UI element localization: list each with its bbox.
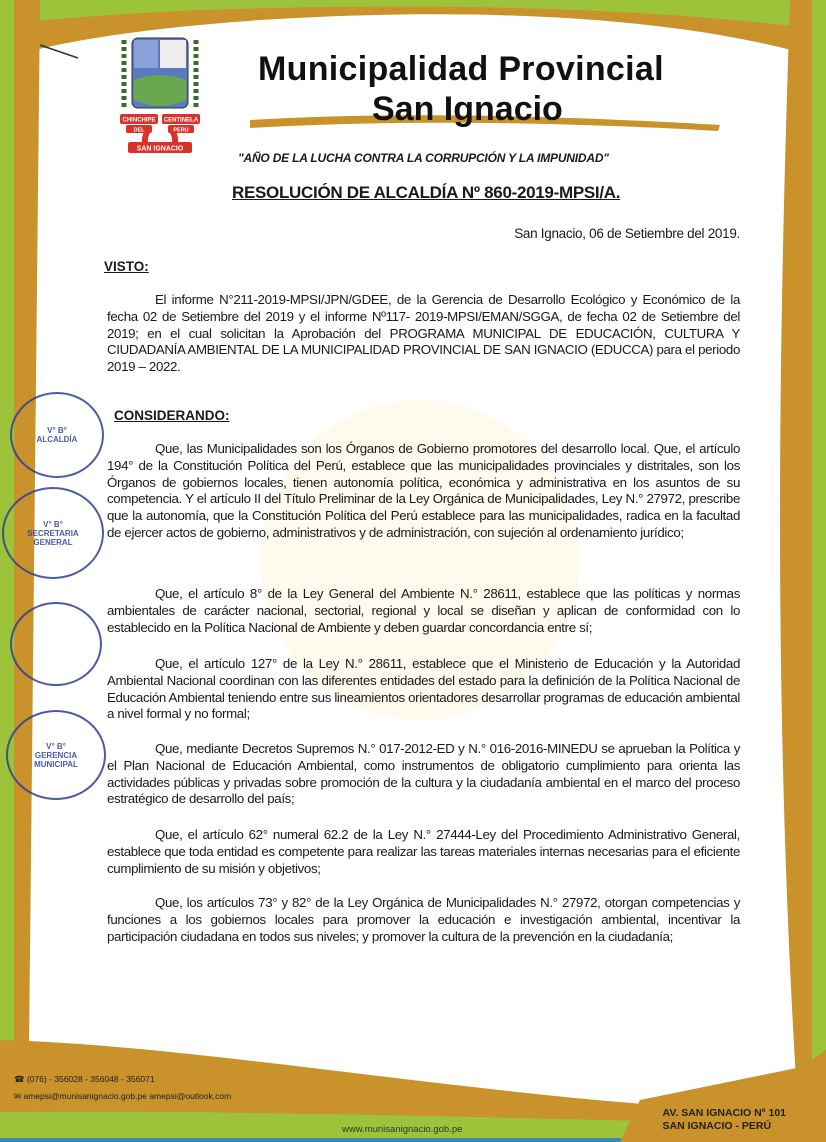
considerando-paragraph: Que, mediante Decretos Supremos N.° 017-2012-ED y N.° 016-2016-MINEDU se aprueban la Política y el Plan Nacional de Educación Ambiental, como instrumentos de obligatorio cumplimiento para orienta las actividades públicas y privadas sobre promoción de la cultura y la ciudadanía ambiental en el marco del proceso estratégico de desarrollo del país;	[107, 741, 740, 807]
year-motto: "AÑO DE LA LUCHA CONTRA LA CORRUPCIÓN Y LA IMPUNIDAD"	[238, 151, 609, 165]
footer-phone	[14, 1074, 155, 1085]
stamp-provincial	[10, 602, 102, 686]
header-title-line2: San Ignacio	[372, 90, 563, 128]
considerando-paragraph: Que, el artículo 127° de la Ley N.° 28611, establece que el Ministerio de Educación y la Autoridad Ambiental Nacional coordinan con las diferentes entidades del estado para la definición de la Política Nacional de Educación Ambiental teniendo entre sus lineamientos orientadores desarrollar programas de educación ambiental a nivel formal y no formal;	[107, 656, 741, 722]
address-line2: SAN IGNACIO - PERÚ	[662, 1120, 772, 1132]
considerando-paragraph: Que, el artículo 62° numeral 62.2 de la Ley N.° 27444-Ley del Procedimiento Administrativo General, establece que toda entidad es competente para realizar las tareas materiales internas necesarias para el eficiente cumplimiento de su misión y objetivos;	[107, 827, 740, 876]
footer-website: www.munisanignacio.gob.pe	[342, 1124, 463, 1135]
document-date: San Ignacio, 06 de Setiembre del 2019.	[514, 226, 740, 241]
considerando-heading: CONSIDERANDO:	[114, 408, 230, 423]
footer-address	[663, 1107, 786, 1133]
envelope-icon: ✉	[14, 1091, 22, 1101]
header-title-line1: Municipalidad Provincial	[258, 50, 664, 88]
considerando-paragraph: Que, los artículos 73° y 82° de la Ley Orgánica de Municipalidades N.° 27972, otorgan competencias y funciones a los gobiernos locales para promover la educación e investigación ambiental, incentivar la participación ciudadana en todos sus niveles; y promover la cultura de la prevención en la ciudadanía;	[107, 895, 740, 944]
crest-text-peru: PERU	[173, 127, 189, 134]
crest-text-centinela: CENTINELA	[163, 117, 199, 124]
municipal-crest-logo	[118, 30, 202, 158]
visto-heading: VISTO:	[104, 259, 149, 274]
stamp-alcaldia: V° B° ALCALDÍA	[10, 392, 104, 478]
email-addresses: amepsi@munisanignacio.gob.pe amepsi@outlook.com	[23, 1091, 232, 1101]
crest-text-san-ignacio: SAN IGNACIO	[136, 145, 184, 153]
considerando-paragraph: Que, las Municipalidades son los Órganos de Gobierno promotores del desarrollo local. Que, el artículo 194° de la Constitución Política del Perú, establece que las municipalidades provinciales y distritales, son los Órganos de gobiernos locales, tienen autonomía política, económica y administrativa en los asuntos de su competencia. Y el artículo II del Título Preliminar de la Ley Orgánica de Municipalidades, Ley N.° 27972, prescribe que la autonomía, que la Constitución Política del Perú establece para las municipalidades, radica en la facultad de ejercer actos de gobierno, administrativos y de administración, con sujeción al ordenamiento jurídico;	[107, 441, 740, 540]
address-line1: AV. SAN IGNACIO Nº 101	[662, 1107, 786, 1119]
phone-icon: ☎	[14, 1074, 25, 1084]
crest-text-chinchipe: CHINCHIPE	[122, 117, 156, 124]
resolution-title: RESOLUCIÓN DE ALCALDÍA Nº 860-2019-MPSI/A.	[232, 183, 621, 202]
footer-email	[14, 1091, 231, 1102]
stamp-secretaria-general: V° B° SECRETARIA GENERAL	[2, 487, 104, 579]
crest-text-del: DEL	[133, 127, 145, 134]
considerando-paragraph: Que, el artículo 8° de la Ley General del Ambiente N.° 28611, establece que las políticas y normas ambientales de carácter nacional, sectorial, regional y local se diseñan y aplican de conformidad con lo establecido en la Política Nacional de Ambiente y deben guardar concordancia entre sí;	[107, 586, 740, 635]
phone-number: (076) - 356028 - 356048 - 356071	[26, 1074, 155, 1084]
visto-paragraph: El informe N°211-2019-MPSI/JPN/GDEE, de la Gerencia de Desarrollo Ecológico y Económico de la fecha 02 de Setiembre del 2019 y el informe Nº117- 2019-MPSI/EMAN/SGGA, de fecha 02 de Setiembre del 2019; en el cual solicitan la Aprobación del PROGRAMA MUNICIPAL DE EDUCACIÓN, CULTURA Y CIUDADANÍA AMBIENTAL DE LA MUNICIPALIDAD PROVINCIAL DE SAN IGNACIO (EDUCCA) para el periodo 2019 – 2022.	[107, 292, 740, 375]
stamp-gerencia-municipal: V° B° GERENCIA MUNICIPAL	[6, 710, 106, 800]
